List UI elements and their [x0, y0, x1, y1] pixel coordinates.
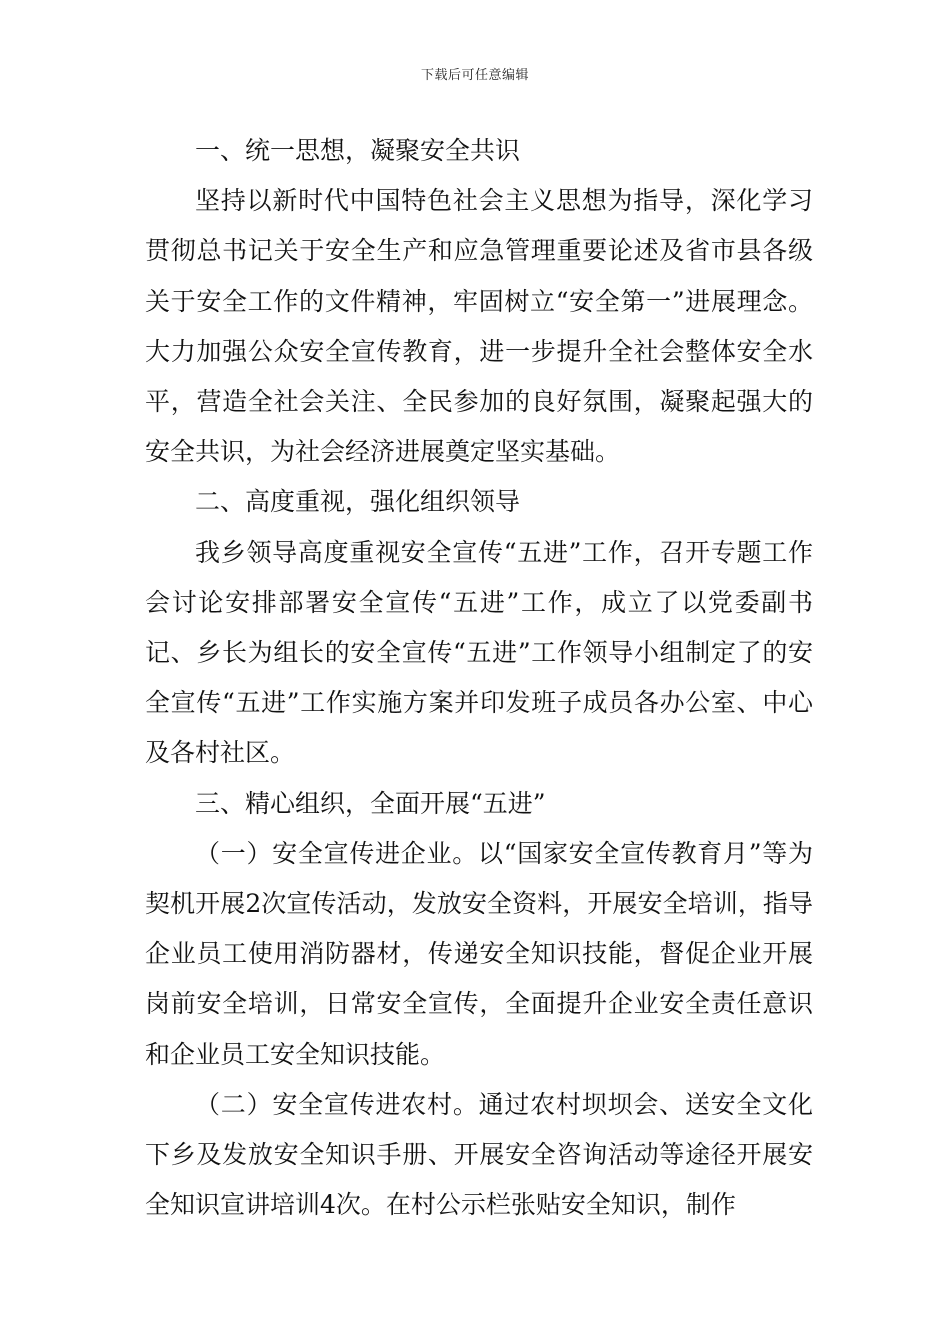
section-2-paragraph-1: 我乡领导高度重视安全宣传“五进”工作，召开专题工作会讨论安排部署安全宣传“五进”工作，成立了以党委副书记、乡长为组长的安全宣传“五进”工作领导小组制定了的安全宣传“五进”工作实施方案并印发班子成员各办公室、中心及各村社区。: [145, 537, 813, 768]
section-3-paragraph-1: （一）安全宣传进企业。以“国家安全宣传教育月”等为契机开展2次宣传活动，发放安全资料，开展安全培训，指导企业员工使用消防器材，传递安全知识技能，督促企业开展岗前安全培训，日常安全宣传，全面提升企业安全责任意识和企业员工安全知识技能。: [145, 838, 813, 1069]
section-heading-2: 二、高度重视，强化组织领导: [195, 487, 521, 517]
page-header-note: 下载后可任意编辑: [420, 68, 529, 83]
section-1-paragraph-1: 坚持以新时代中国特色社会主义思想为指导，深化学习贯彻总书记关于安全生产和应急管理重要论述及省市县各级关于安全工作的文件精神，牢固树立“安全第一”进展理念。大力加强公众安全宣传教育，进一步提升全社会整体安全水平，营造全社会关注、全民参加的良好氛围，凝聚起强大的安全共识，为社会经济进展奠定坚实基础。: [145, 186, 813, 467]
section-heading-3: 三、精心组织，全面开展“五进”: [195, 788, 546, 818]
section-heading-1: 一、统一思想，凝聚安全共识: [195, 136, 521, 165]
section-3-paragraph-2: （二）安全宣传进农村。通过农村坝坝会、送安全文化下乡及发放安全知识手册、开展安全咨询活动等途径开展安全知识宣讲培训4次。在村公示栏张贴安全知识，制作: [145, 1089, 813, 1220]
document-body: [145, 126, 813, 1230]
